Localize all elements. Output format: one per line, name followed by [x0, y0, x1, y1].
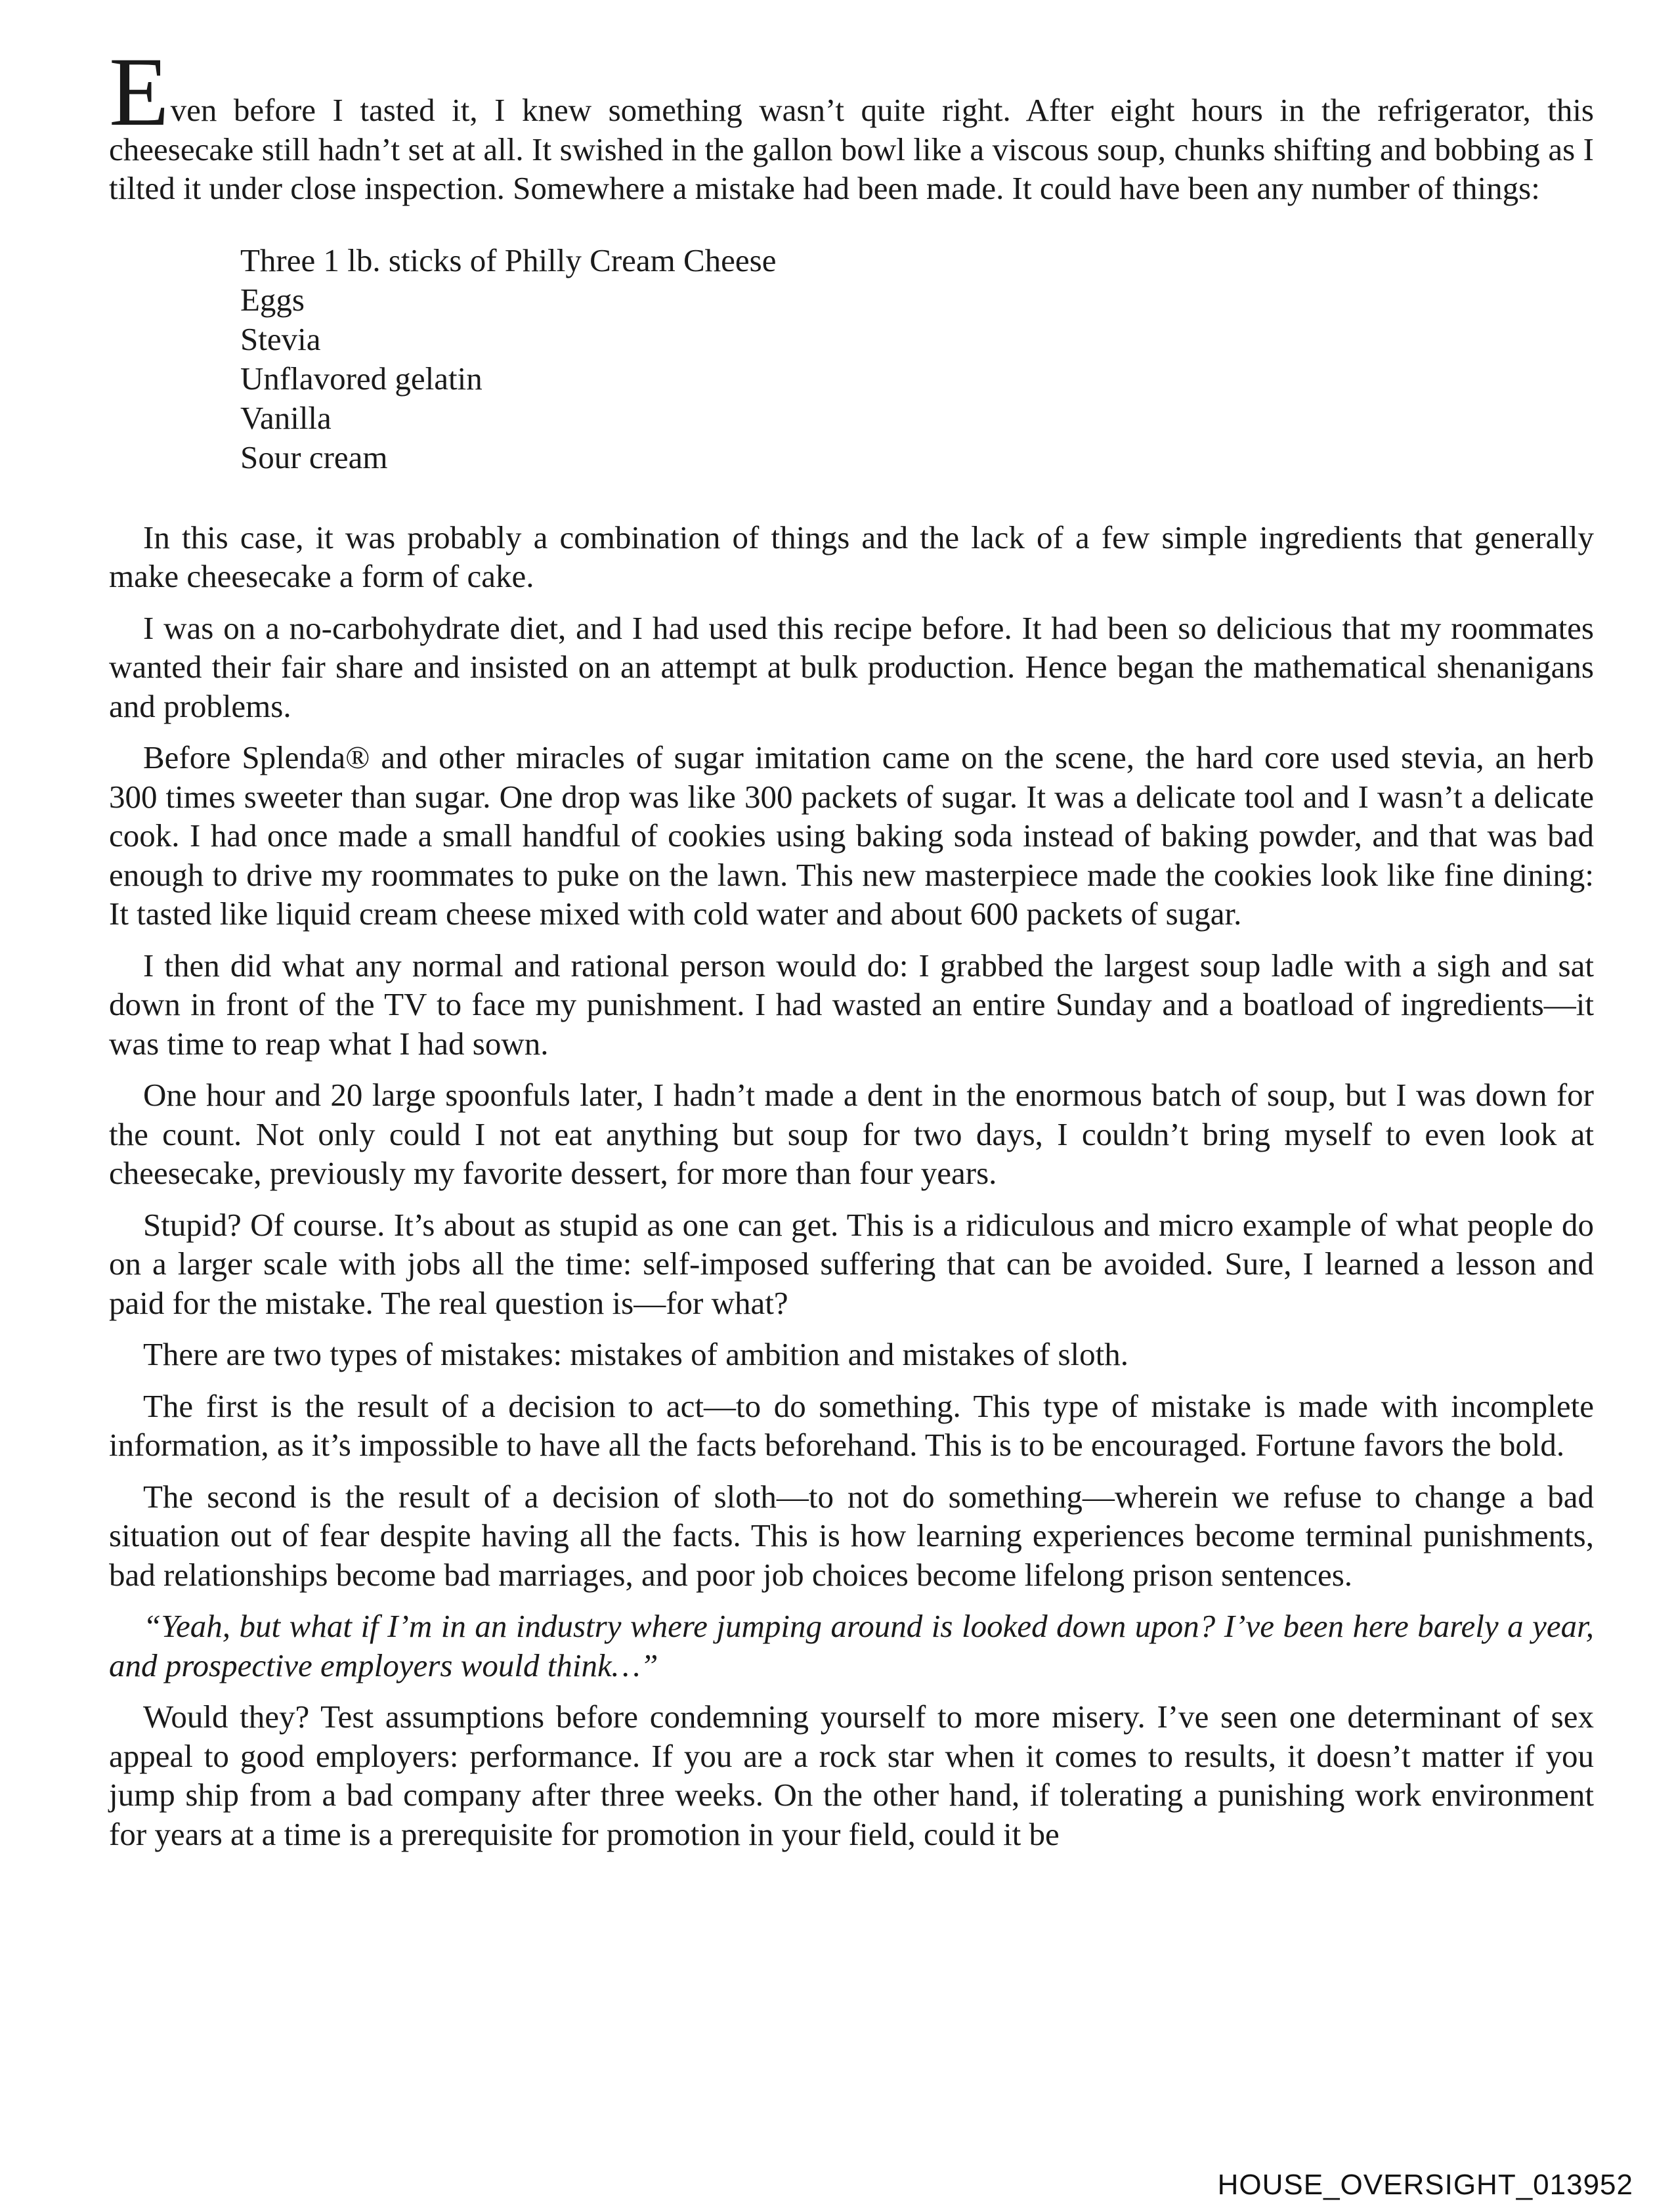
- ingredient-list: [240, 241, 1594, 477]
- opening-paragraph: [109, 37, 1594, 208]
- list-item: Sour cream: [240, 439, 388, 475]
- paragraph: In this case, it was probably a combination of things and the lack of a few simple ingredients that generally make cheesecake a form of cake.: [109, 519, 1594, 594]
- paragraph: One hour and 20 large spoonfuls later, I hadn’t made a dent in the enormous batch of soup, but I was down for the count. Not only could I not eat anything but soup for two days, I couldn’t bring myself to even look at cheesecake, previously my favorite dessert, for more than four years.: [109, 1077, 1594, 1191]
- list-item: Unflavored gelatin: [240, 360, 483, 397]
- closing-paragraph: Would they? Test assumptions before condemning yourself to more misery. I’ve seen one determinant of sex appeal to good employers: performance. If you are a rock star when it comes to results, it doesn’t matter if you jump ship from a bad company after three weeks. On the other hand, if tolerating a punishing work environment for years at a time is a prerequisite for promotion in your field, could it be: [109, 1699, 1594, 1852]
- paragraph: The first is the result of a decision to act—to do something. This type of mistake is made with incomplete information, as it’s impossible to have all the facts beforehand. This is to be encouraged. Fortune favors the bold.: [109, 1387, 1594, 1463]
- page-body: [109, 37, 1594, 1854]
- drop-cap: E: [109, 37, 169, 146]
- paragraph: There are two types of mistakes: mistakes of ambition and mistakes of sloth.: [143, 1336, 1128, 1372]
- paragraph: The second is the result of a decision of sloth—to not do something—wherein we refuse to change a bad situation out of fear despite having all the facts. This is how learning experiences become terminal punishments, bad relationships become bad marriages, and poor job choices become lifelong prison sentences.: [109, 1478, 1594, 1593]
- paragraph: I then did what any normal and rational person would do: I grabbed the largest soup ladle with a sigh and sat down in front of the TV to face my punishment. I had wasted an entire Sunday and a boatload of ingredients—it was time to reap what I had sown.: [109, 947, 1594, 1062]
- list-item: Three 1 lb. sticks of Philly Cream Cheese: [240, 242, 777, 278]
- paragraph: Stupid? Of course. It’s about as stupid as one can get. This is a ridiculous and micro example of what people do on a larger scale with jobs all the time: self-imposed suffering that can be avoided. Sure, I learned a lesson and paid for the mistake. The real question is—for what?: [109, 1206, 1594, 1321]
- opening-text: ven before I tasted it, I knew something wasn’t quite right. After eight hours in the refrigerator, this cheesecake still hadn’t set at all. It swished in the gallon bowl like a viscous soup, chunks shifting and bobbing as I tilted it under close inspection. Somewhere a mistake had been made. It could have been any number of things:: [109, 92, 1594, 206]
- paragraph: Before Splenda® and other miracles of sugar imitation came on the scene, the hard core used stevia, an herb 300 times sweeter than sugar. One drop was like 300 packets of sugar. It was a delicate tool and I wasn’t a delicate cook. I had once made a small handful of cookies using baking soda instead of baking powder, and that was bad enough to drive my roommates to puke on the lawn. This new masterpiece made the cookies look like fine dining: It tasted like liquid cream cheese mixed with cold water and about 600 packets of sugar.: [109, 739, 1594, 932]
- paragraph: I was on a no-carbohydrate diet, and I had used this recipe before. It had been so delicious that my roommates wanted their fair share and insisted on an attempt at bulk production. Hence began the mathematical shenanigans and problems.: [109, 609, 1594, 724]
- list-item: Eggs: [240, 281, 305, 318]
- list-item: Stevia: [240, 320, 321, 357]
- list-item: Vanilla: [240, 399, 332, 436]
- quote-paragraph: “Yeah, but what if I’m in an industry where jumping around is looked down upon? I’ve been here barely a year, and prospective employers would think…”: [109, 1608, 1594, 1683]
- bates-stamp: HOUSE_OVERSIGHT_013952: [1217, 2169, 1633, 2201]
